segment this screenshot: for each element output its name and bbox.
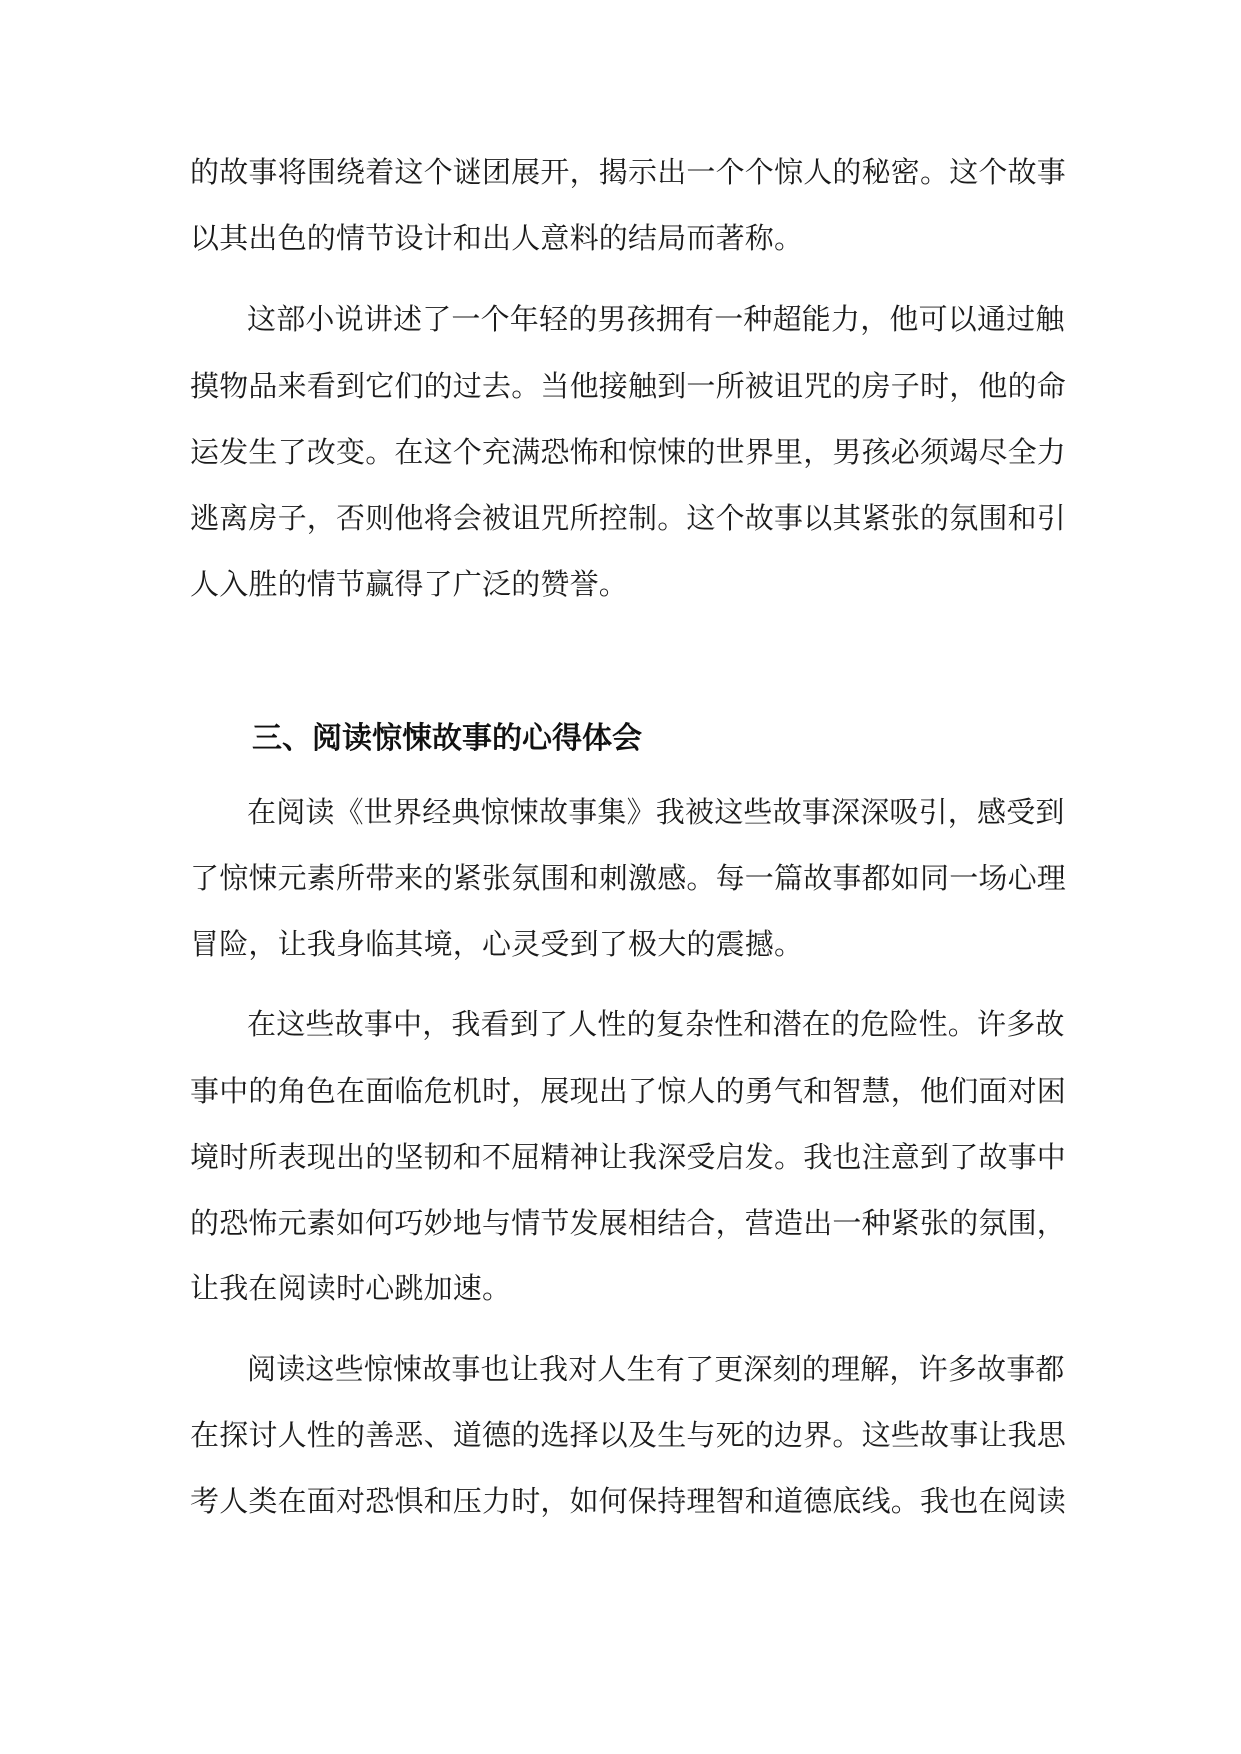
body-text-line: 考人类在面对恐惧和压力时，如何保持理智和道德底线。我也在阅读 [190,1484,1067,1518]
body-text-line: 人入胜的情节赢得了广泛的赞誉。 [190,567,629,601]
body-text-line: 在这些故事中，我看到了人性的复杂性和潜在的危险性。许多故 [247,1007,1065,1041]
body-text-line: 事中的角色在面临危机时，展现出了惊人的勇气和智慧，他们面对困 [190,1074,1067,1108]
body-text-line: 运发生了改变。在这个充满恐怖和惊悚的世界里，男孩必须竭尽全力 [190,435,1067,469]
body-text-line: 在阅读《世界经典惊悚故事集》我被这些故事深深吸引，感受到 [247,795,1065,829]
body-text-line: 境时所表现出的坚韧和不屈精神让我深受启发。我也注意到了故事中 [190,1140,1067,1174]
body-text-line: 阅读这些惊悚故事也让我对人生有了更深刻的理解，许多故事都 [247,1352,1065,1386]
body-text-line: 这部小说讲述了一个年轻的男孩拥有一种超能力，他可以通过触 [247,302,1065,336]
body-text-line: 让我在阅读时心跳加速。 [190,1271,512,1305]
body-text-line: 的故事将围绕着这个谜团展开，揭示出一个个惊人的秘密。这个故事 [190,155,1067,189]
body-text-line: 在探讨人性的善恶、道德的选择以及生与死的边界。这些故事让我思 [190,1418,1067,1452]
body-text-line: 摸物品来看到它们的过去。当他接触到一所被诅咒的房子时，他的命 [190,369,1067,403]
body-text-line: 逃离房子，否则他将会被诅咒所控制。这个故事以其紧张的氛围和引 [190,501,1067,535]
body-text-line: 以其出色的情节设计和出人意料的结局而著称。 [190,221,804,255]
body-text-line: 冒险，让我身临其境，心灵受到了极大的震撼。 [190,927,804,961]
body-text-line: 了惊悚元素所带来的紧张氛围和刺激感。每一篇故事都如同一场心理 [190,861,1067,895]
body-text-line: 的恐怖元素如何巧妙地与情节发展相结合，营造出一种紧张的氛围， [190,1206,1067,1240]
section-heading: 三、阅读惊悚故事的心得体会 [252,721,642,756]
